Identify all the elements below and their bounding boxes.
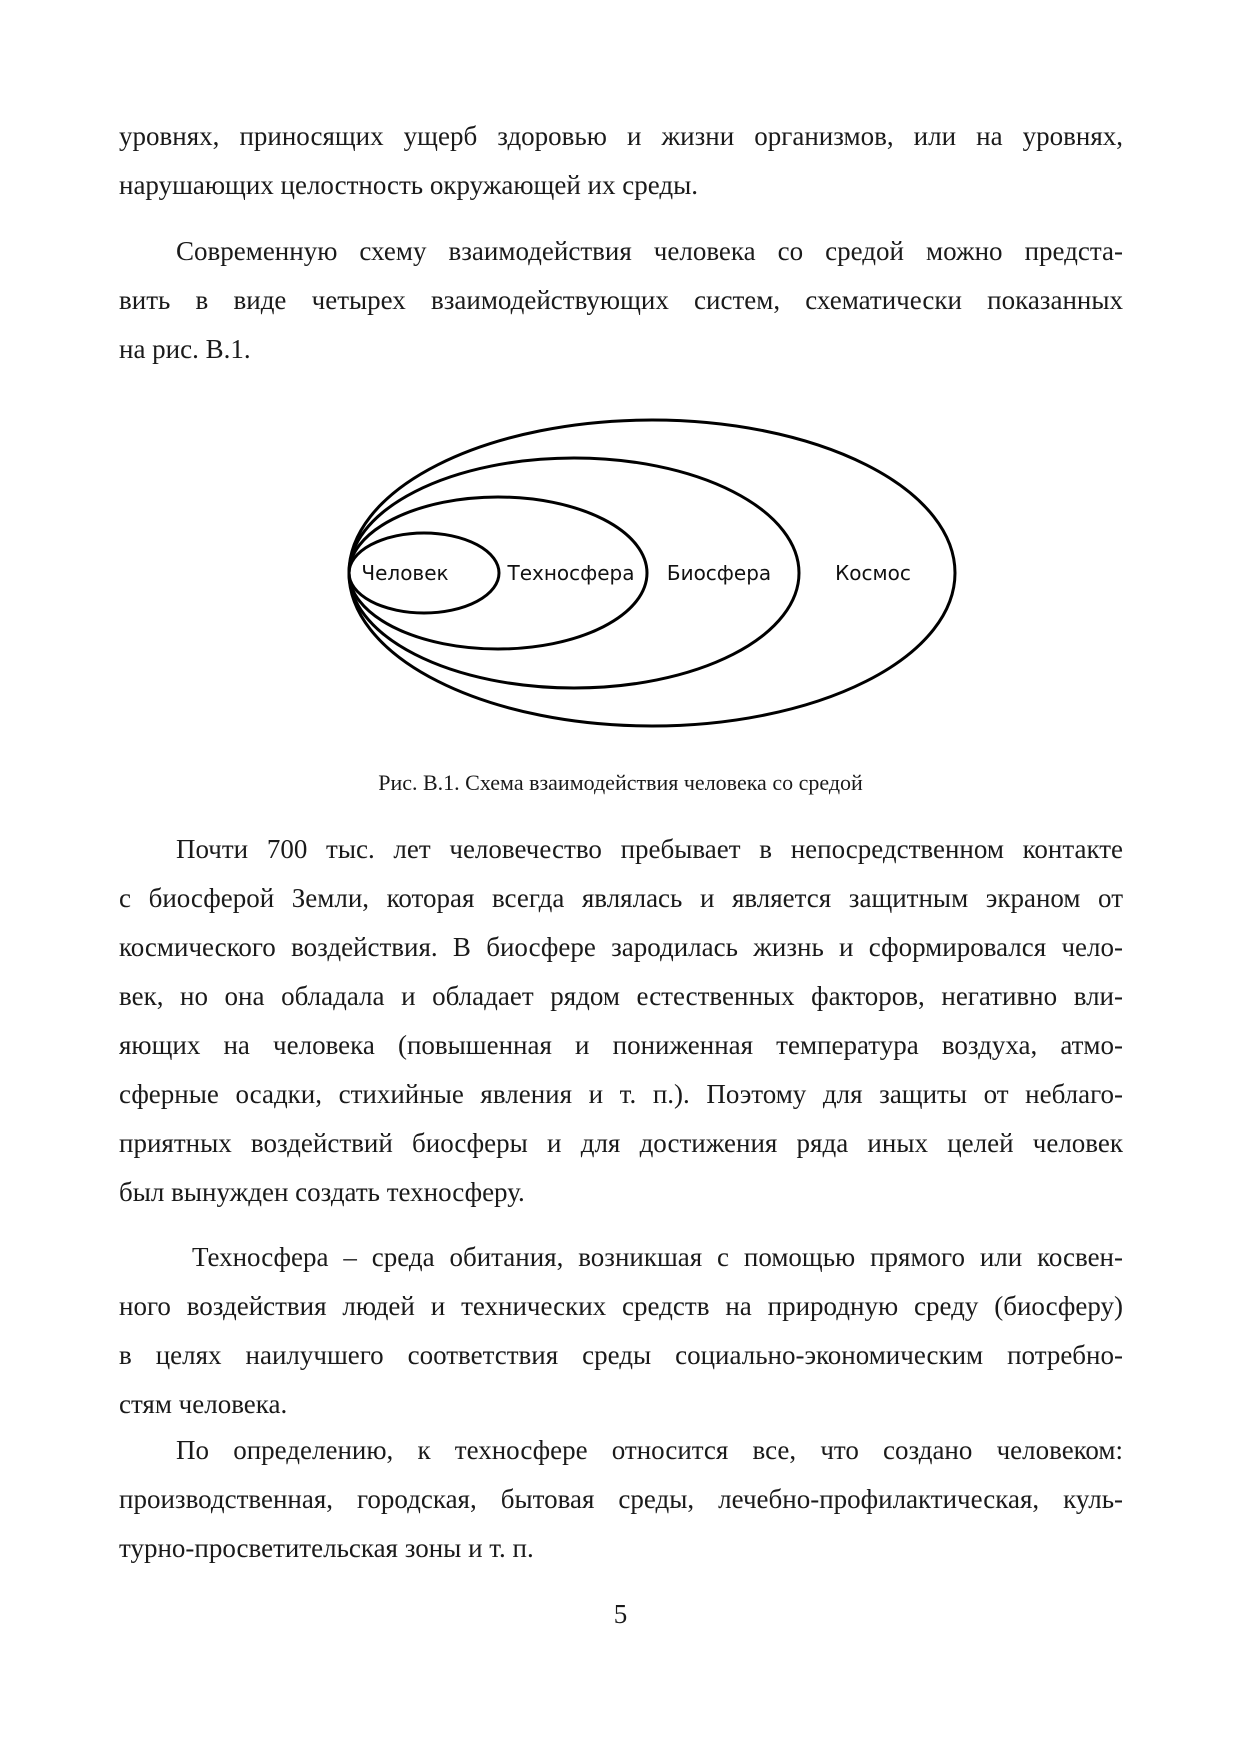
- page-number: 5: [613, 1599, 628, 1629]
- label-technosphere: Техносфера: [507, 561, 635, 585]
- biosphere-ellipse: [349, 458, 799, 688]
- text-line: Современную схему взаимодействия человека со средой можно предста-: [176, 236, 1123, 266]
- text-line: стям человека.: [119, 1389, 288, 1419]
- text-line: Почти 700 тыс. лет человечество пребывает в непосредственном контакте: [176, 834, 1123, 864]
- human-ellipse: [349, 533, 499, 613]
- text-line: производственная, городская, бытовая среды, лечебно-профилактическая, куль-: [119, 1484, 1123, 1514]
- paragraph-4: [119, 1233, 1123, 1429]
- figure-caption: Рис. В.1. Схема взаимодействия человека со средой: [378, 770, 863, 795]
- text-line: вить в виде четырех взаимодействующих систем, схематически показанных: [119, 285, 1123, 315]
- technosphere-ellipse: [349, 497, 647, 649]
- text-line: ного воздействия людей и технических средств на природную среду (биосферу): [119, 1291, 1123, 1321]
- paragraph-2: [119, 227, 1123, 374]
- label-biosphere: Биосфера: [666, 561, 772, 585]
- text-line: турно-просветительская зоны и т. п.: [119, 1533, 534, 1563]
- paragraph-1: [119, 112, 1123, 210]
- text-line: в целях наилучшего соответствия среды социально-экономическим потребно-: [119, 1340, 1123, 1370]
- cosmos-ellipse: [349, 420, 955, 726]
- text-line: был вынужден создать техносферу.: [119, 1177, 525, 1207]
- text-line: нарушающих целостность окружающей их среды.: [119, 170, 698, 200]
- label-human: Человек: [361, 561, 449, 585]
- text-line: приятных воздействий биосферы и для достижения ряда иных целей человек: [119, 1128, 1123, 1158]
- text-line: с биосферой Земли, которая всегда являлась и является защитным экраном от: [119, 883, 1123, 913]
- text-line: космического воздействия. В биосфере зародилась жизнь и сформировался чело-: [119, 932, 1123, 962]
- text-line: сферные осадки, стихийные явления и т. п.). Поэтому для защиты от неблаго-: [119, 1079, 1123, 1109]
- text-line: яющих на человека (повышенная и пониженная температура воздуха, атмо-: [119, 1030, 1123, 1060]
- text-line: Техносфера – среда обитания, возникшая с помощью прямого или косвен-: [192, 1242, 1123, 1272]
- paragraph-5: [119, 1426, 1123, 1573]
- label-cosmos: Космос: [835, 561, 911, 585]
- paragraph-3: [119, 825, 1123, 1217]
- text-line: По определению, к техносфере относится все, что создано человеком:: [176, 1435, 1123, 1465]
- text-line: уровнях, приносящих ущерб здоровью и жизни организмов, или на уровнях,: [119, 121, 1123, 151]
- text-line: век, но она обладала и обладает рядом естественных факторов, негативно вли-: [119, 981, 1123, 1011]
- text-line: на рис. В.1.: [119, 334, 251, 364]
